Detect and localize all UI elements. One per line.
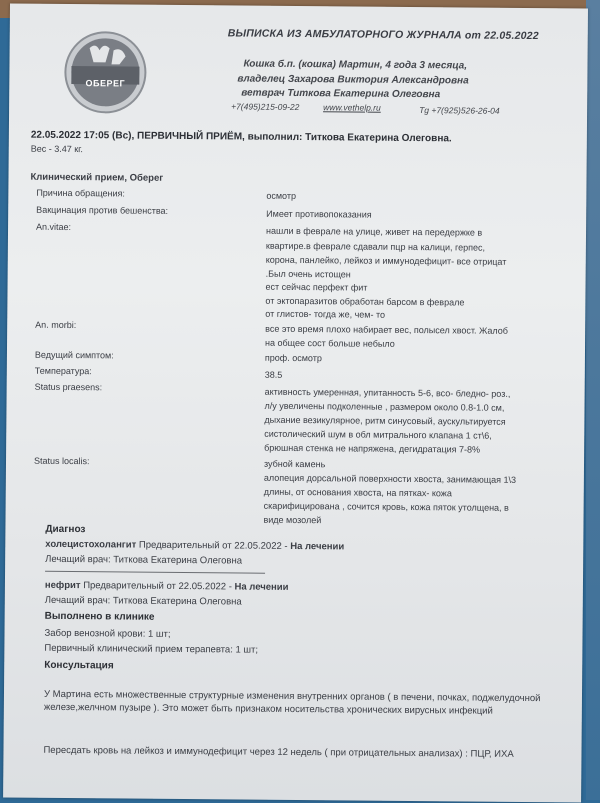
field-value: активность умеренная, упитанность 5-6, всо- бледно- роз., [264, 386, 511, 399]
consultation-text: Пересдать кровь на лейкоз и иммунодефицит через 12 недель ( при отрицательных анализах) : ПЦР, ИХА [43, 744, 514, 760]
consultation-title: Консультация [44, 659, 114, 672]
document-title: ВЫПИСКА ИЗ АМБУЛАТОРНОГО ЖУРНАЛА от 22.05.2022 [227, 27, 539, 43]
clinic-logo [57, 26, 154, 119]
field-value: дыхание везикулярное, ритм синусовый, аускультируется [264, 414, 506, 427]
field-value: Имеет противопоказания [266, 208, 372, 220]
field-value: л/у увеличены подколенные , размером около 0.8-1.0 см, [264, 400, 505, 413]
patient-line: Кошка б.п. (кошка) Мартин, 4 года 3 месяца, [243, 58, 468, 72]
diagnosis-status: Предварительный от 22.05.2022 - [83, 580, 235, 593]
diagnosis-item [45, 539, 344, 553]
consultation-text: У Мартина есть множественные структурные изменения внутренних органов ( в печени, почках, поджелудочной железе,желчном пузыре ). Это может быть признаком носительства хронических вирусных инфекций [43, 688, 541, 717]
field-value: алопеция дорсальной поверхности хвоста, занимающая 1\3 [263, 472, 517, 485]
field-label: Status localis: [33, 455, 90, 467]
field-value: все это время плохо набирает вес, полысел хвост. Жалоб [265, 323, 508, 336]
logo-text: ОБЕРЕГ [85, 78, 126, 89]
diagnosis-status: Предварительный от 22.05.2022 - [138, 539, 291, 552]
field-value: 38.5 [264, 369, 283, 380]
diagnosis-title: Диагноз [45, 523, 86, 536]
clinic-exam-title: Клинический прием, Оберег [30, 171, 164, 184]
field-value: ест сейчас перфект фит [265, 281, 368, 293]
divider [45, 571, 265, 574]
clinic-website[interactable]: www.vethelp.ru [323, 102, 381, 113]
diagnosis-status-state: На лечении [290, 540, 345, 553]
vet-line: ветврач Титкова Екатерина Олеговна [241, 87, 441, 101]
performed-item: Забор венозной крови: 1 шт; [44, 627, 171, 640]
performed-item: Первичный клинический прием терапевта: 1 шт; [44, 642, 259, 656]
field-label: Температура: [34, 365, 92, 377]
field-value: корона, панлейко, лейкоз и иммунодефицит- все отрицат [265, 254, 507, 267]
field-label: Причина обращения: [36, 187, 125, 199]
field-value: скарифицирована , сочится кровь, кожа пяток утолщена, в [263, 500, 509, 513]
field-value: проф. осмотр [264, 352, 322, 364]
field-value: осмотр [266, 190, 297, 201]
field-value: длины, от основания хвоста, на пятках- кожа [263, 486, 452, 499]
field-label: Status praesens: [34, 381, 103, 393]
field-value: квартире.в феврале сдавали пцр на калици, герпес, [265, 240, 486, 253]
field-label: Вакцинация против бешенства: [36, 204, 169, 216]
field-label: An.vitae: [36, 221, 72, 233]
field-label: An. morbi: [35, 319, 77, 331]
field-value: зубной камень [263, 458, 326, 470]
field-value: нашли в феврале на улице, живет на передержке в [265, 225, 483, 238]
visit-line: 22.05.2022 17:05 (Вс), ПЕРВИЧНЫЙ ПРИЁМ, выполнил: Титкова Екатерина Олеговна. [30, 129, 452, 145]
field-value: брюшная стенка не напряжена, дегидратация 7-8% [264, 442, 481, 455]
field-value: от эктопаразитов обработан барсом в феврале [265, 295, 465, 308]
diagnosis-name: нефрит [44, 579, 81, 592]
field-label: Ведущий симптом: [34, 349, 114, 361]
diagnosis-name: холецистохолангит [45, 538, 137, 551]
document-page [3, 3, 588, 802]
weight: Вес - 3.47 кг. [30, 143, 83, 155]
diagnosis-doctor: Лечащий врач: Титкова Екатерина Олеговна [45, 553, 243, 567]
owner-line: владелец Захарова Виктория Александровна [237, 73, 469, 87]
diagnosis-item [45, 580, 289, 593]
field-value: от глистов- тогда же, чем- то [265, 308, 386, 320]
performed-title: Выполнено в клинике [44, 610, 155, 623]
diagnosis-doctor: Лечащий врач: Титкова Екатерина Олеговна [44, 594, 242, 608]
telegram-contact: Tg +7(925)526-26-04 [419, 105, 500, 116]
field-value: виде мозолей [263, 514, 322, 526]
background-edge [586, 0, 600, 800]
clinic-phone: +7(495)215-09-22 [231, 101, 300, 113]
diagnosis-status-state: На лечении [234, 581, 289, 593]
field-value: на общее сост больше небыло [265, 337, 395, 349]
field-value: .Был очень истощен [265, 268, 351, 280]
field-value: систолический шум в обл митрального клапана 1 ст\6, [264, 428, 492, 441]
